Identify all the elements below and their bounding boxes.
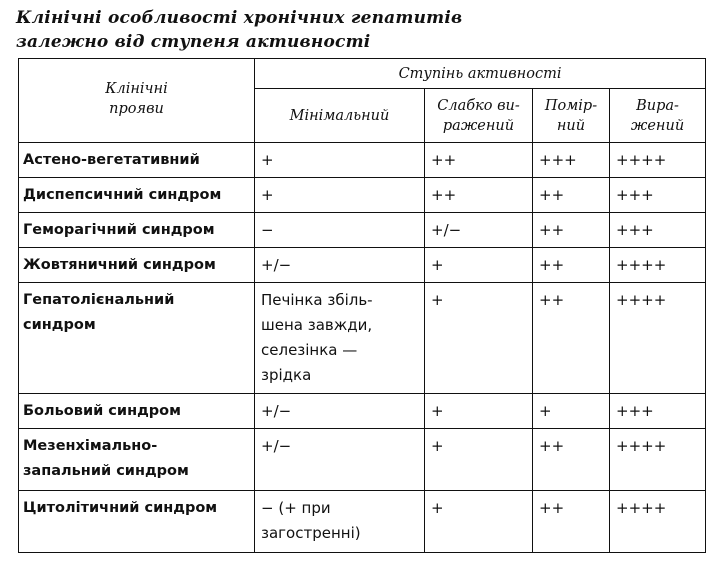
table-row	[19, 143, 706, 178]
row-label: Больовий синдром	[19, 394, 255, 429]
row-label: Цитолітичний синдром	[19, 491, 255, 553]
activity-table	[18, 58, 706, 553]
cell-minimal: −	[255, 213, 425, 248]
table-title-line-2: залежно від ступеня активності	[16, 32, 371, 52]
cell-mild: +	[425, 429, 533, 491]
cell-minimal: − (+ при загостренні)	[255, 491, 425, 553]
cell-severe: ++++	[610, 491, 706, 553]
header-level-mild: Слабко ви- ражений	[425, 89, 533, 143]
cell-minimal: +	[255, 178, 425, 213]
header-clinical: Клінічні прояви	[19, 59, 255, 143]
cell-mild: +/−	[425, 213, 533, 248]
cell-moderate: +	[533, 394, 610, 429]
cell-mild: +	[425, 491, 533, 553]
cell-severe: ++++	[610, 429, 706, 491]
cell-moderate: ++	[533, 429, 610, 491]
cell-mild: +	[425, 394, 533, 429]
cell-moderate: ++	[533, 213, 610, 248]
cell-minimal: +/−	[255, 248, 425, 283]
header-level-minimal: Мінімальний	[255, 89, 425, 143]
table-row	[19, 429, 706, 491]
cell-severe: +++	[610, 213, 706, 248]
cell-minimal: +/−	[255, 394, 425, 429]
cell-mild: +	[425, 283, 533, 394]
cell-moderate: +++	[533, 143, 610, 178]
cell-moderate: ++	[533, 491, 610, 553]
table-row	[19, 248, 706, 283]
table-title	[16, 6, 462, 54]
cell-mild: ++	[425, 178, 533, 213]
cell-moderate: ++	[533, 248, 610, 283]
cell-severe: ++++	[610, 143, 706, 178]
row-label: Геморагічний синдром	[19, 213, 255, 248]
cell-minimal: +/−	[255, 429, 425, 491]
cell-severe: ++++	[610, 283, 706, 394]
cell-severe: ++++	[610, 248, 706, 283]
row-label: Жовтяничний синдром	[19, 248, 255, 283]
cell-moderate: ++	[533, 178, 610, 213]
cell-minimal: Печінка збіль- шена завжди, селезінка — зрідка	[255, 283, 425, 394]
table-row	[19, 491, 706, 553]
row-label: Гепатолієнальний синдром	[19, 283, 255, 394]
table-row	[19, 178, 706, 213]
table-row	[19, 213, 706, 248]
header-activity: Ступінь активності	[255, 59, 706, 89]
row-label: Диспепсичний синдром	[19, 178, 255, 213]
cell-mild: +	[425, 248, 533, 283]
cell-severe: +++	[610, 178, 706, 213]
header-level-severe: Вира- жений	[610, 89, 706, 143]
cell-severe: +++	[610, 394, 706, 429]
header-row-top	[19, 59, 706, 89]
header-level-moderate: Помір- ний	[533, 89, 610, 143]
cell-mild: ++	[425, 143, 533, 178]
table-row	[19, 283, 706, 394]
cell-moderate: ++	[533, 283, 610, 394]
cell-minimal: +	[255, 143, 425, 178]
table-title-line-1: Клінічні особливості хронічних гепатитів	[16, 8, 463, 28]
table-row	[19, 394, 706, 429]
row-label: Мезенхімально- запальний синдром	[19, 429, 255, 491]
row-label: Астено-вегетативний	[19, 143, 255, 178]
